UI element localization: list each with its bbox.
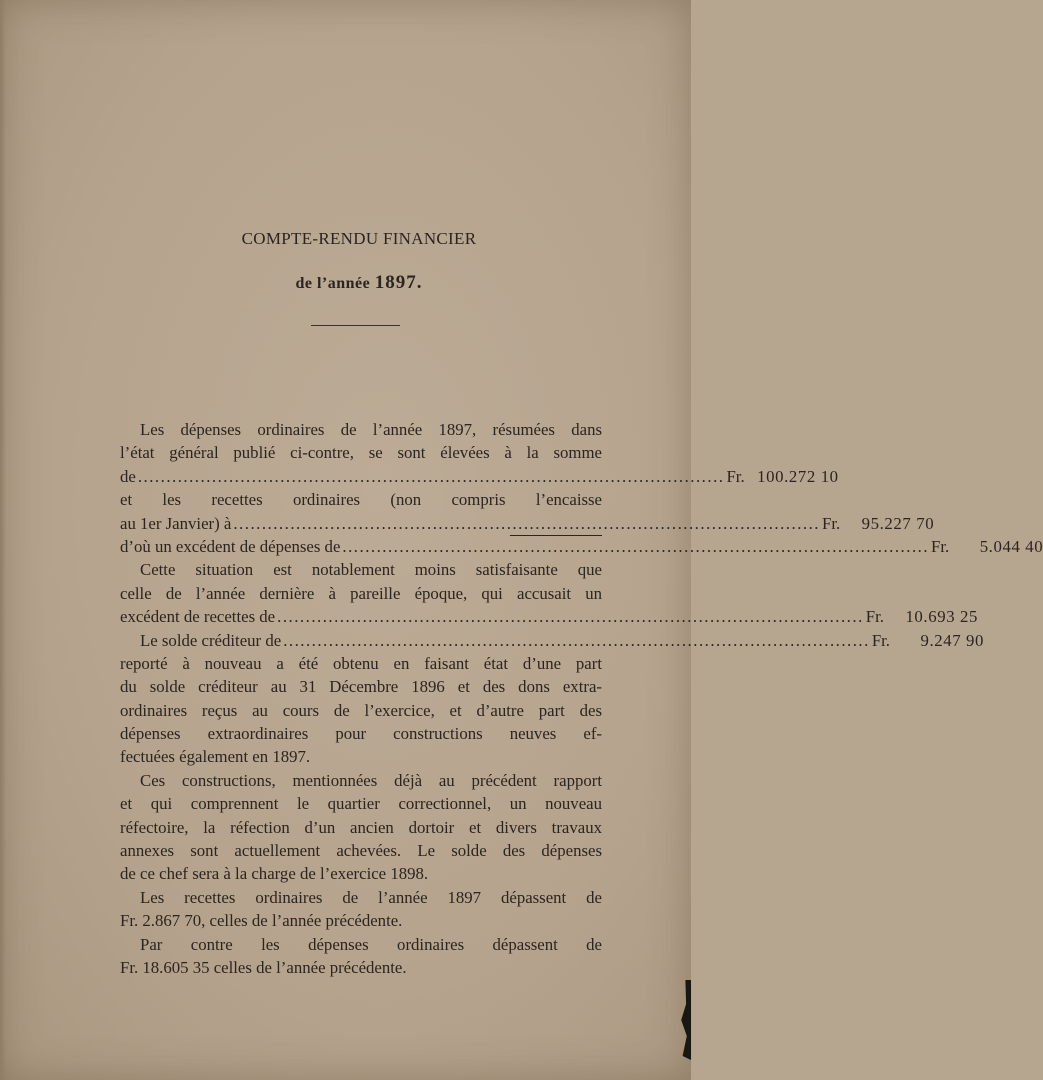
expenses-total-line [120,465,839,488]
paragraph-line: Ces constructions, mentionnées déjà au précédent rapport [140,770,602,790]
receipts-total-line [120,512,935,535]
title-divider [311,325,400,326]
currency-label: Fr. [865,607,884,627]
paragraph-line: reporté à nouveau a été obtenu en faisant état d’une part [120,653,602,673]
receipts-amount: 95.227 70 [861,513,935,533]
currency-label: Fr. [821,513,841,533]
paragraph-line: celle de l’année dernière à pareille époque, qui accusait un [120,583,602,603]
page-subtitle [0,272,718,294]
paragraph-line: Cette situation est notablement moins satisfaisante que [140,560,602,580]
dot-leader: ....................................................................................................... [137,466,725,486]
expenses-label: de [120,466,136,486]
paragraph-line: du solde créditeur au 31 Décembre 1896 et des dons extra- [120,677,602,697]
dot-leader: ....................................................................................................... [283,630,870,650]
surplus-label: excédent de recettes de [120,607,276,627]
credit-balance-line [120,629,985,652]
dot-leader: ....................................................................................................... [233,513,820,533]
paragraph-line: ordinaires reçus au cours de l’exercice, et d’autre part des [120,700,602,720]
subtitle-year: 1897. [374,272,423,293]
credit-balance-amount: 9.247 90 [920,630,985,650]
paragraph-line: Fr. 2.867 70, celles de l’année précédente. [120,911,403,931]
paragraph-line: et les recettes ordinaires (non compris l’encaisse [120,490,602,510]
deficit-amount: 5.044 40 [979,536,1043,556]
currency-label: Fr. [931,536,950,556]
currency-label: Fr. [726,466,745,486]
paragraph-line: et qui comprennent le quartier correctionnel, un nouveau [120,794,602,814]
credit-balance-label: Le solde créditeur de [140,630,282,650]
page-title: COMPTE-RENDU FINANCIER [241,229,477,248]
paragraph-line: fectuées également en 1897. [120,747,311,767]
report-body [120,418,1043,979]
paragraph-line: l’état général publié ci-contre, se sont élevées à la somme [120,443,602,463]
paragraph-line: annexes sont actuellement achevées. Le solde des dépenses [120,841,602,861]
deficit-label: d’où un excédent de dépenses de [120,536,341,556]
dot-leader: ....................................................................................................... [342,536,930,556]
page-edge-shadow [0,0,6,1080]
currency-label: Fr. [871,630,891,650]
paragraph-line: de ce chef sera à la charge de l’exercice 1898. [120,864,429,884]
paragraph-line: Les recettes ordinaires de l’année 1897 dépassent de [140,887,602,907]
paragraph-line: Fr. 18.605 35 celles de l’année précédente. [120,957,407,977]
deficit-line [120,535,1043,558]
paragraph-line: dépenses extraordinaires pour constructions neuves ef- [120,724,602,744]
surplus-line [120,605,978,628]
dot-leader: ....................................................................................................... [277,607,864,627]
subtitle-prefix: de l’année [295,275,371,292]
paragraph-line: Par contre les dépenses ordinaires dépassent de [140,934,602,954]
torn-corner [677,980,691,1060]
paragraph-line: réfectoire, la réfection d’un ancien dortoir et divers travaux [120,817,602,837]
paragraph-line: Les dépenses ordinaires de l’année 1897, résumées dans [140,420,602,439]
surplus-amount: 10.693 25 [905,607,978,627]
expenses-amount: 100.272 10 [757,466,839,486]
receipts-label: au 1er Janvier) à [120,513,232,533]
